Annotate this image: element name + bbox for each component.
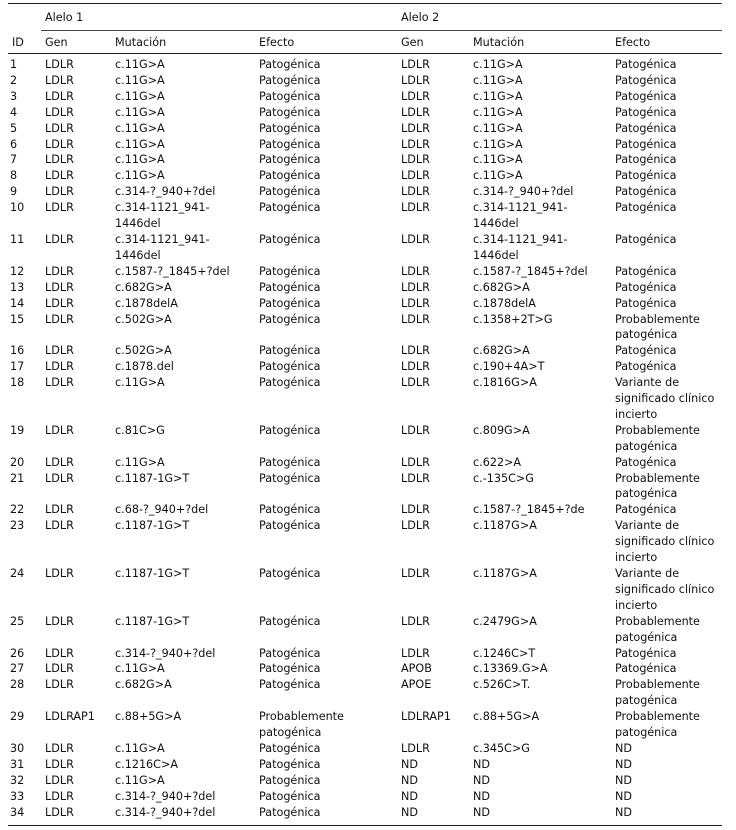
- cell-id: 26: [10, 646, 25, 660]
- cell-effect-2: ND: [615, 789, 632, 803]
- cell-effect-1: Patogénica: [259, 741, 321, 755]
- cell-effect-1: Patogénica: [259, 232, 321, 246]
- table-row: [8, 232, 722, 264]
- cell-gen-2: LDLR: [401, 201, 430, 215]
- cell-id: 17: [10, 360, 25, 374]
- cell-effect-2: Patogénica: [615, 169, 677, 183]
- cell-effect-2: Patogénica: [615, 89, 677, 103]
- cell-id: 31: [10, 757, 25, 771]
- cell-gen-1: LDLR: [45, 503, 74, 517]
- cell-gen-1: LDLR: [45, 169, 74, 183]
- cell-gen-1: LDLR: [45, 153, 74, 167]
- cell-effect-2: Patogénica: [615, 201, 677, 215]
- cell-effect-1: Patogénica: [259, 646, 321, 660]
- cell-mutation-2: c.314-1121_941-1446del: [473, 232, 568, 262]
- table-row: [8, 89, 722, 105]
- cell-id: 20: [10, 455, 25, 469]
- cell-gen-1: LDLR: [45, 89, 74, 103]
- cell-effect-1: Patogénica: [259, 757, 321, 771]
- cell-mutation-2: c.809G>A: [473, 423, 530, 437]
- cell-effect-1: Patogénica: [259, 89, 321, 103]
- column-header-id: ID: [8, 31, 41, 54]
- cell-mutation-1: c.68-?_940+?del: [115, 503, 209, 517]
- cell-gen-1: LDLR: [45, 105, 74, 119]
- cell-effect-2: ND: [615, 741, 632, 755]
- cell-id: 28: [10, 678, 25, 692]
- cell-gen-2: LDLR: [401, 58, 430, 71]
- cell-effect-1: Patogénica: [259, 519, 321, 533]
- cell-mutation-2: c.314-?_940+?del: [473, 185, 574, 199]
- cell-gen-1: LDLR: [45, 789, 74, 803]
- group-header-allele-1: Alelo 1: [41, 10, 397, 31]
- cell-effect-1: Patogénica: [259, 503, 321, 517]
- cell-effect-1: Patogénica: [259, 296, 321, 310]
- table-row: [8, 677, 722, 709]
- cell-id: 10: [10, 201, 25, 215]
- group-header-allele-2: Alelo 2: [397, 10, 722, 31]
- table-row: [8, 789, 722, 805]
- table-row: [8, 359, 722, 375]
- cell-effect-1: Patogénica: [259, 73, 321, 87]
- cell-mutation-2: c.-135C>G: [473, 471, 534, 485]
- cell-effect-2: Probablemente patogénica: [615, 614, 700, 644]
- cell-mutation-1: c.1878.del: [115, 360, 174, 374]
- cell-effect-1: Patogénica: [259, 121, 321, 135]
- cell-id: 32: [10, 773, 25, 787]
- table-container: [8, 3, 722, 826]
- table-row: [8, 105, 722, 121]
- cell-mutation-2: c.1587-?_1845+?de: [473, 503, 585, 517]
- cell-gen-2: LDLR: [401, 567, 430, 580]
- cell-mutation-2: c.526C>T.: [473, 678, 531, 692]
- table-row: [8, 296, 722, 312]
- cell-gen-1: LDLR: [45, 280, 74, 294]
- cell-id: 16: [10, 344, 25, 358]
- cell-effect-2: Patogénica: [615, 264, 677, 278]
- cell-effect-1: Patogénica: [259, 376, 321, 390]
- cell-effect-2: Patogénica: [615, 105, 677, 119]
- cell-id: 22: [10, 503, 25, 517]
- cell-effect-1: Patogénica: [259, 423, 321, 437]
- cell-gen-2: LDLR: [401, 89, 430, 103]
- cell-gen-1: LDLR: [45, 471, 74, 485]
- cell-gen-1: LDLR: [45, 423, 74, 437]
- cell-effect-2: Patogénica: [615, 185, 677, 199]
- cell-gen-1: LDLR: [45, 455, 74, 469]
- table-row: [8, 152, 722, 168]
- cell-gen-1: LDLR: [45, 741, 74, 755]
- cell-gen-2: LDLR: [401, 519, 430, 533]
- table-row: [8, 137, 722, 153]
- cell-id: 9: [10, 185, 18, 199]
- table-row: [8, 502, 722, 518]
- cell-gen-2: LDLR: [401, 232, 430, 246]
- cell-gen-2: LDLR: [401, 137, 430, 151]
- cell-mutation-2: c.11G>A: [473, 121, 523, 135]
- cell-id: 3: [10, 89, 18, 103]
- cell-gen-2: LDLR: [401, 169, 430, 183]
- cell-mutation-2: c.622>A: [473, 455, 522, 469]
- cell-gen-1: LDLR: [45, 264, 74, 278]
- cell-effect-2: Patogénica: [615, 121, 677, 135]
- cell-gen-1: LDLR: [45, 678, 74, 692]
- cell-effect-2: Patogénica: [615, 360, 677, 374]
- cell-mutation-2: c.1246C>T: [473, 646, 536, 660]
- cell-effect-1: Patogénica: [259, 58, 321, 71]
- cell-effect-1: Patogénica: [259, 169, 321, 183]
- cell-mutation-1: c.11G>A: [115, 741, 165, 755]
- cell-effect-1: Patogénica: [259, 614, 321, 628]
- cell-gen-2: LDLR: [401, 153, 430, 167]
- cell-id: 27: [10, 662, 25, 676]
- cell-mutation-2: c.11G>A: [473, 73, 523, 87]
- mutations-table: [8, 3, 722, 826]
- cell-mutation-1: c.1878delA: [115, 296, 178, 310]
- table-row: [8, 312, 722, 344]
- cell-effect-2: Patogénica: [615, 455, 677, 469]
- cell-effect-2: Variante de significado clínico incierto: [615, 376, 715, 421]
- cell-mutation-1: c.11G>A: [115, 137, 165, 151]
- table-row: [8, 280, 722, 296]
- cell-mutation-1: c.81C>G: [115, 423, 165, 437]
- cell-mutation-2: c.11G>A: [473, 105, 523, 119]
- cell-effect-2: Variante de significado clínico incierto: [615, 567, 715, 612]
- cell-gen-2: LDLRAP1: [401, 710, 451, 724]
- table-row: [8, 54, 722, 73]
- cell-effect-1: Patogénica: [259, 312, 321, 326]
- cell-gen-2: APOB: [401, 662, 432, 676]
- cell-mutation-1: c.682G>A: [115, 678, 172, 692]
- cell-mutation-2: c.314-1121_941-1446del: [473, 201, 568, 231]
- cell-mutation-2: c.190+4A>T: [473, 360, 545, 374]
- cell-effect-2: Patogénica: [615, 344, 677, 358]
- cell-effect-1: Patogénica: [255, 805, 397, 825]
- cell-mutation-1: c.11G>A: [115, 773, 165, 787]
- cell-id: 19: [10, 423, 25, 437]
- cell-gen-2: LDLR: [401, 423, 430, 437]
- cell-mutation-1: c.11G>A: [115, 89, 165, 103]
- cell-mutation-1: c.1587-?_1845+?del: [115, 264, 230, 278]
- cell-id: 21: [10, 471, 25, 485]
- cell-effect-2: Probablemente patogénica: [615, 423, 700, 453]
- cell-gen-2: LDLR: [401, 344, 430, 358]
- cell-mutation-1: c.314-?_940+?del: [115, 646, 216, 660]
- group-header-row: [8, 10, 722, 31]
- cell-mutation-2: c.11G>A: [473, 58, 523, 71]
- cell-gen-2: LDLR: [401, 185, 430, 199]
- table-row: [8, 375, 722, 423]
- cell-mutation-2: c.1816G>A: [473, 376, 537, 390]
- cell-mutation-1: c.314-1121_941-1446del: [115, 201, 210, 231]
- table-row: [8, 518, 722, 566]
- cell-gen-1: LDLR: [45, 646, 74, 660]
- cell-gen-1: LDLR: [45, 567, 74, 580]
- column-header-gen-1: Gen: [41, 31, 111, 54]
- cell-id: 6: [10, 137, 18, 151]
- cell-mutation-2: c.11G>A: [473, 89, 523, 103]
- cell-id: 12: [10, 264, 25, 278]
- column-header-mutation-1: Mutación: [111, 31, 255, 54]
- cell-id: 2: [10, 73, 18, 87]
- cell-gen-2: LDLR: [401, 614, 430, 628]
- column-header-effect-1: Efecto: [255, 31, 397, 54]
- cell-effect-1: Patogénica: [259, 662, 321, 676]
- cell-effect-2: Patogénica: [615, 503, 677, 517]
- cell-mutation-2: ND: [473, 773, 490, 787]
- table-row: [8, 200, 722, 232]
- cell-mutation-1: c.11G>A: [115, 662, 165, 676]
- cell-id: 29: [10, 710, 25, 724]
- cell-mutation-2: c.1187G>A: [473, 567, 537, 580]
- cell-id: 7: [10, 153, 18, 167]
- cell-mutation-2: c.345C>G: [473, 741, 530, 755]
- cell-mutation-2: c.11G>A: [473, 137, 523, 151]
- cell-gen-2: LDLR: [401, 105, 430, 119]
- cell-gen-1: LDLR: [45, 137, 74, 151]
- cell-effect-1: Patogénica: [259, 455, 321, 469]
- table-row: [8, 805, 722, 825]
- table-row: [8, 121, 722, 137]
- cell-gen-2: ND: [397, 805, 469, 825]
- cell-gen-2: ND: [401, 757, 418, 771]
- cell-gen-2: LDLR: [401, 121, 430, 135]
- cell-effect-1: Patogénica: [259, 264, 321, 278]
- cell-gen-2: LDLR: [401, 741, 430, 755]
- cell-mutation-1: c.502G>A: [115, 344, 172, 358]
- cell-gen-1: LDLR: [45, 344, 74, 358]
- cell-effect-1: Patogénica: [259, 105, 321, 119]
- table-row: [8, 168, 722, 184]
- cell-mutation-1: c.11G>A: [115, 455, 165, 469]
- cell-id: 33: [10, 789, 25, 803]
- cell-id: 5: [10, 121, 18, 135]
- cell-mutation-1: c.88+5G>A: [115, 710, 182, 724]
- cell-effect-1: Patogénica: [259, 678, 321, 692]
- cell-gen-1: LDLR: [45, 73, 74, 87]
- cell-effect-2: Probablemente patogénica: [615, 471, 700, 501]
- cell-effect-2: Patogénica: [615, 73, 677, 87]
- cell-mutation-1: c.1187-1G>T: [115, 614, 190, 628]
- column-header-row: [8, 31, 722, 54]
- table-row: [8, 646, 722, 662]
- cell-effect-2: ND: [615, 757, 632, 771]
- cell-effect-1: Patogénica: [259, 280, 321, 294]
- cell-effect-2: Probablemente patogénica: [615, 312, 700, 342]
- table-row: [8, 423, 722, 455]
- table-row: [8, 73, 722, 89]
- cell-gen-1: LDLR: [45, 312, 74, 326]
- cell-mutation-2: c.1358+2T>G: [473, 312, 553, 326]
- table-row: [8, 757, 722, 773]
- cell-gen-2: LDLR: [401, 360, 430, 374]
- cell-effect-1: Patogénica: [259, 789, 321, 803]
- cell-mutation-2: ND: [469, 805, 611, 825]
- cell-id: 30: [10, 741, 25, 755]
- cell-effect-1: Patogénica: [259, 773, 321, 787]
- table-row: [8, 343, 722, 359]
- cell-effect-1: Probablemente patogénica: [259, 710, 344, 740]
- cell-gen-2: LDLR: [401, 73, 430, 87]
- cell-gen-1: LDLR: [45, 376, 74, 390]
- cell-gen-1: LDLR: [45, 360, 74, 374]
- cell-mutation-1: c.314-?_940+?del: [115, 185, 216, 199]
- table-body: [8, 54, 722, 826]
- cell-mutation-2: c.88+5G>A: [473, 710, 540, 724]
- cell-gen-1: LDLRAP1: [45, 710, 95, 724]
- column-header-mutation-2: Mutación: [469, 31, 611, 54]
- table-row: [8, 614, 722, 646]
- cell-gen-2: ND: [401, 773, 418, 787]
- cell-mutation-2: c.1878delA: [473, 296, 536, 310]
- cell-gen-2: LDLR: [401, 503, 430, 517]
- cell-mutation-2: c.1187G>A: [473, 519, 537, 533]
- cell-effect-1: Patogénica: [259, 360, 321, 374]
- cell-id: 11: [10, 232, 25, 246]
- cell-gen-2: LDLR: [401, 264, 430, 278]
- table-row: [8, 741, 722, 757]
- cell-effect-1: Patogénica: [259, 344, 321, 358]
- cell-gen-2: LDLR: [401, 646, 430, 660]
- cell-gen-1: LDLR: [45, 58, 74, 71]
- cell-gen-2: LDLR: [401, 312, 430, 326]
- cell-mutation-2: c.11G>A: [473, 169, 523, 183]
- cell-effect-2: ND: [611, 805, 722, 825]
- cell-gen-1: LDLR: [45, 757, 74, 771]
- cell-mutation-2: c.13369.G>A: [473, 662, 548, 676]
- table-row: [8, 773, 722, 789]
- cell-mutation-1: c.1187-1G>T: [115, 567, 190, 580]
- cell-gen-1: LDLR: [45, 296, 74, 310]
- cell-mutation-1: c.1187-1G>T: [115, 519, 190, 533]
- cell-id: 15: [10, 312, 25, 326]
- cell-gen-2: LDLR: [401, 455, 430, 469]
- cell-mutation-1: c.314-1121_941-1446del: [115, 232, 210, 262]
- cell-mutation-1: c.11G>A: [115, 376, 165, 390]
- cell-effect-2: Patogénica: [615, 280, 677, 294]
- cell-effect-2: Patogénica: [615, 137, 677, 151]
- cell-mutation-1: c.11G>A: [115, 169, 165, 183]
- cell-mutation-2: ND: [473, 789, 490, 803]
- cell-mutation-1: c.11G>A: [115, 105, 165, 119]
- cell-effect-1: Patogénica: [259, 201, 321, 215]
- cell-gen-1: LDLR: [45, 232, 74, 246]
- cell-id: 25: [10, 614, 25, 628]
- column-header-effect-2: Efecto: [611, 31, 722, 54]
- cell-mutation-2: c.2479G>A: [473, 614, 537, 628]
- cell-effect-2: Variante de significado clínico incierto: [615, 519, 715, 565]
- cell-id: 34: [8, 805, 41, 825]
- cell-mutation-2: c.682G>A: [473, 344, 530, 358]
- cell-mutation-1: c.502G>A: [115, 312, 172, 326]
- cell-effect-2: Patogénica: [615, 662, 677, 676]
- cell-effect-2: Patogénica: [615, 296, 677, 310]
- cell-effect-1: Patogénica: [259, 471, 321, 485]
- cell-mutation-2: c.1587-?_1845+?del: [473, 264, 588, 278]
- cell-gen-1: LDLR: [45, 121, 74, 135]
- cell-gen-2: APOE: [401, 678, 432, 692]
- cell-gen-1: LDLR: [45, 614, 74, 628]
- cell-gen-2: ND: [401, 789, 418, 803]
- table-row: [8, 184, 722, 200]
- cell-gen-1: LDLR: [45, 201, 74, 215]
- cell-gen-2: LDLR: [401, 296, 430, 310]
- cell-id: 4: [10, 105, 18, 119]
- cell-id: 23: [10, 519, 25, 533]
- cell-mutation-2: ND: [473, 757, 490, 771]
- cell-mutation-1: c.11G>A: [115, 58, 165, 71]
- cell-id: 1: [10, 58, 18, 71]
- cell-effect-2: Patogénica: [615, 232, 677, 246]
- cell-effect-2: Patogénica: [615, 58, 677, 71]
- table-row: [8, 471, 722, 503]
- cell-mutation-2: c.11G>A: [473, 153, 523, 167]
- cell-id: 18: [10, 376, 25, 390]
- table-row: [8, 661, 722, 677]
- cell-effect-1: Patogénica: [259, 153, 321, 167]
- cell-effect-2: ND: [615, 773, 632, 787]
- cell-effect-1: Patogénica: [259, 185, 321, 199]
- column-header-gen-2: Gen: [397, 31, 469, 54]
- cell-gen-2: LDLR: [401, 280, 430, 294]
- cell-effect-2: Probablemente patogénica: [615, 678, 700, 708]
- cell-effect-1: Patogénica: [259, 567, 321, 580]
- cell-id: 8: [10, 169, 18, 183]
- table-row: [8, 566, 722, 614]
- cell-gen-2: LDLR: [401, 376, 430, 390]
- cell-id: 24: [10, 567, 25, 580]
- cell-gen-1: LDLR: [45, 773, 74, 787]
- cell-effect-1: Patogénica: [259, 137, 321, 151]
- cell-mutation-1: c.682G>A: [115, 280, 172, 294]
- cell-effect-2: Probablemente patogénica: [615, 710, 700, 740]
- cell-mutation-1: c.1187-1G>T: [115, 471, 190, 485]
- cell-effect-2: Patogénica: [615, 153, 677, 167]
- table-row: [8, 709, 722, 741]
- cell-gen-1: LDLR: [45, 519, 74, 533]
- cell-id: 13: [10, 280, 25, 294]
- cell-effect-2: Patogénica: [615, 646, 677, 660]
- cell-mutation-1: c.11G>A: [115, 153, 165, 167]
- cell-mutation-1: c.11G>A: [115, 121, 165, 135]
- cell-id: 14: [10, 296, 25, 310]
- cell-mutation-1: c.11G>A: [115, 73, 165, 87]
- cell-mutation-2: c.682G>A: [473, 280, 530, 294]
- cell-gen-1: LDLR: [45, 662, 74, 676]
- cell-gen-2: LDLR: [401, 471, 430, 485]
- cell-mutation-1: c.314-?_940+?del: [111, 805, 255, 825]
- table-row: [8, 264, 722, 280]
- cell-gen-1: LDLR: [45, 185, 74, 199]
- cell-mutation-1: c.314-?_940+?del: [115, 789, 216, 803]
- cell-mutation-1: c.1216C>A: [115, 757, 179, 771]
- table-row: [8, 455, 722, 471]
- cell-gen-1: LDLR: [41, 805, 111, 825]
